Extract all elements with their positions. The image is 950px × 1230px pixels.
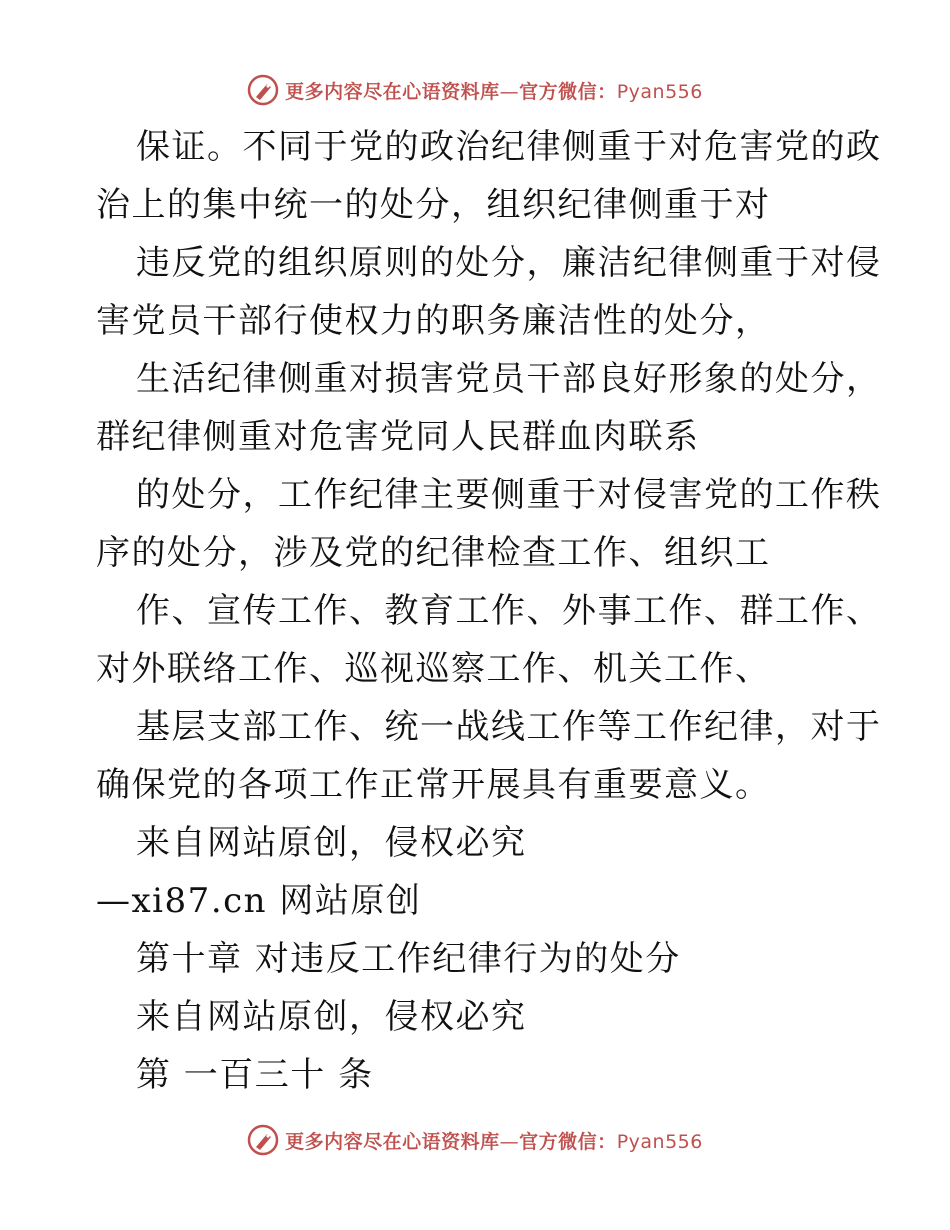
body-line: 确保党的各项工作正常开展具有重要意义。 [96, 765, 771, 805]
pen-nib-seal-icon [247, 74, 279, 106]
chapter-heading: 第十章 对违反工作纪律行为的处分 [136, 939, 681, 979]
body-line: 的处分，工作纪律主要侧重于对侵害党的工作秩 [136, 475, 882, 515]
watermark-main-text: 更多内容尽在心语资料库 [285, 1130, 500, 1153]
body-line: 生活纪律侧重对损害党员干部良好形象的处分， [136, 359, 882, 399]
watermark-contact-label: 官方微信： [519, 80, 617, 103]
body-line: 害党员干部行使权力的职务廉洁性的处分， [96, 301, 771, 341]
source-note: 来自网站原创，侵权必究 [136, 823, 527, 863]
header-watermark [0, 70, 950, 110]
body-line: 群纪律侧重对危害党同人民群血肉联系 [96, 417, 700, 457]
body-line: 作、宣传工作、教育工作、外事工作、群工作、 [136, 591, 882, 631]
watermark-contact-handle: Pyan556 [616, 1130, 703, 1153]
site-credit: —xi87.cn 网站原创 [96, 881, 422, 921]
document-body [96, 118, 882, 1104]
body-line: 违反党的组织原则的处分，廉洁纪律侧重于对侵 [136, 243, 882, 283]
body-line: 序的处分，涉及党的纪律检查工作、组织工 [96, 533, 771, 573]
watermark-separator: — [499, 80, 520, 103]
footer-watermark [0, 1120, 950, 1160]
article-heading: 第 一百三十 条 [136, 1055, 374, 1095]
body-line: 基层支部工作、统一战线工作等工作纪律，对于 [136, 707, 882, 747]
pen-nib-seal-icon [247, 1124, 279, 1156]
source-note: 来自网站原创，侵权必究 [136, 997, 527, 1037]
body-line: 治上的集中统一的处分，组织纪律侧重于对 [96, 185, 771, 225]
watermark-contact-label: 官方微信： [519, 1130, 617, 1153]
watermark-main-text: 更多内容尽在心语资料库 [285, 80, 500, 103]
watermark-contact-handle: Pyan556 [616, 80, 703, 103]
body-line: 对外联络工作、巡视巡察工作、机关工作、 [96, 649, 771, 689]
watermark-separator: — [499, 1130, 520, 1153]
body-line: 保证。不同于党的政治纪律侧重于对危害党的政 [136, 127, 882, 167]
